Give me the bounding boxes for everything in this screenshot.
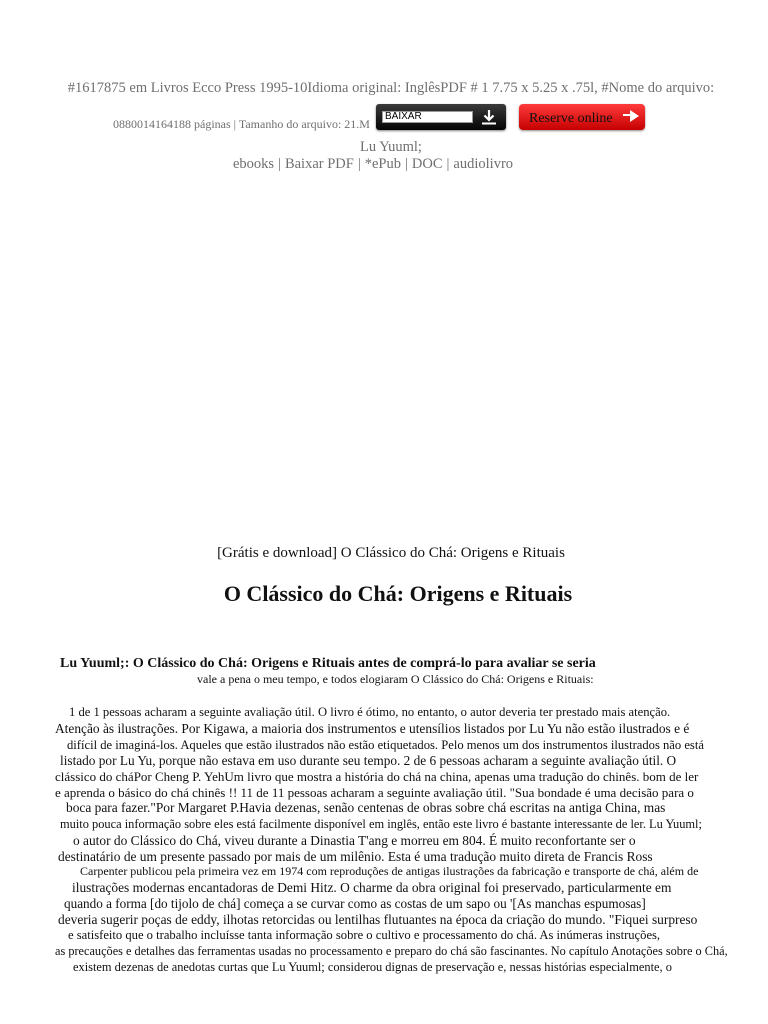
download-title-link[interactable]: [Grátis e download] O Clássico do Chá: Origens e Rituais xyxy=(217,545,565,561)
format-link-audiobook[interactable]: audiolivro xyxy=(453,156,514,172)
review-text-line: 1 de 1 pessoas acharam a seguinte avaliação útil. O livro é ótimo, no entanto, o autor deveria ter prestado mais atenção. xyxy=(69,705,671,719)
review-text-line: as precauções e detalhes das ferramentas usadas no processamento e preparo do chá são fascinantes. No capítulo Anotações sobre o Chá, xyxy=(55,944,728,958)
format-link-ebooks[interactable]: ebooks xyxy=(232,156,275,172)
format-separator: | xyxy=(278,156,281,172)
review-text-line: destinatário de um presente passado por mais de um milênio. Esta é uma tradução muito direta de Francis Ross xyxy=(58,849,653,864)
download-button-label: BAIXAR xyxy=(382,111,473,123)
book-pages-filesize: 0880014164188 páginas | Tamanho do arquivo: 21.M xyxy=(113,117,370,131)
review-text-line: muito pouca informação sobre eles está facilmente disponível em inglês, então este livro é bastante interessante de ler. Lu Yuuml; xyxy=(60,817,702,831)
page-title: O Clássico do Chá: Origens e Rituais xyxy=(223,581,573,606)
download-arrow-icon xyxy=(480,108,498,126)
review-text-line: Atenção às ilustrações. Por Kigawa, a maioria dos instrumentos e utensílios listados por Lu Yu não estão ilustrados e é xyxy=(55,721,690,736)
review-text-line: existem dezenas de anedotas curtas que Lu Yuuml; considerou dignas de preservação e, nessas histórias especialmente, o xyxy=(73,960,672,974)
download-button[interactable] xyxy=(376,104,506,130)
review-text-line: listado por Lu Yu, porque não estava em uso durante seu tempo. 2 de 6 pessoas acharam a seguinte avaliação útil. O xyxy=(60,753,677,768)
reserve-online-label: Reserve online xyxy=(529,111,613,126)
review-text-line: difícil de imaginá-los. Aqueles que estão ilustrados não estão etiquetados. Pelo menos um dos instrumentos ilustrados não está xyxy=(67,738,704,752)
reserve-online-button[interactable] xyxy=(519,104,645,130)
review-text-line: ilustrações modernas encantadoras de Demi Hitz. O charme da obra original foi preservado, particularmente em xyxy=(72,880,672,895)
play-arrow-icon xyxy=(623,110,639,122)
review-text-line: Carpenter publicou pela primeira vez em 1974 com reproduções de antigas ilustrações da fabricação e transporte de chá, além de xyxy=(80,864,699,878)
review-text-line: e aprenda o básico do chá chinês !! 11 de 11 pessoas acharam a seguinte avaliação útil. "Sua bondade é uma decisão para o xyxy=(55,785,694,800)
format-link-epub[interactable]: *ePub xyxy=(364,156,401,172)
review-text-line: o autor do Clássico do Chá, viveu durante a Dinastia T'ang e morreu em 804. É muito reconfortante ser o xyxy=(73,833,636,848)
review-text-line: e satisfeito que o trabalho incluísse tanta informação sobre o cultivo e processamento do chá. As inúmeras instruções, xyxy=(68,928,661,942)
format-links xyxy=(0,156,746,173)
format-link-doc[interactable]: DOC xyxy=(411,156,443,172)
format-separator: | xyxy=(357,156,361,172)
review-text-line: boca para fazer."Por Margaret P.Havia dezenas, senão centenas de obras sobre chá escritas na antiga China, mas xyxy=(66,800,666,815)
review-intro-subline: vale a pena o meu tempo, e todos elogiaram O Clássico do Chá: Origens e Rituais: xyxy=(197,672,594,686)
format-separator: | xyxy=(446,156,450,172)
review-intro-heading: Lu Yuuml;: O Clássico do Chá: Origens e Rituais antes de comprá-lo para avaliar se seria xyxy=(60,656,596,671)
review-text-line: clássico do cháPor Cheng P. YehUm livro que mostra a história do chá na china, apenas uma tradução do chinês. bom de ler xyxy=(55,769,699,784)
format-separator: | xyxy=(404,156,408,172)
author-name: Lu Yuuml; xyxy=(360,139,422,155)
review-text-line: deveria sugerir poças de eddy, ilhotas retorcidas ou lentilhas flutuantes na época da criação do mundo. "Fiquei surpreso xyxy=(58,912,698,927)
format-link-pdf[interactable]: Baixar PDF xyxy=(284,156,354,172)
book-metadata-line: #1617875 em Livros Ecco Press 1995-10Idioma original: InglêsPDF # 1 7.75 x 5.25 x .75l, #Nome do arquivo: xyxy=(67,80,715,96)
review-text-line: quando a forma [do tijolo de chá] começa a se curvar como as costas de um sapo ou '[As manchas espumosas] xyxy=(64,896,646,911)
